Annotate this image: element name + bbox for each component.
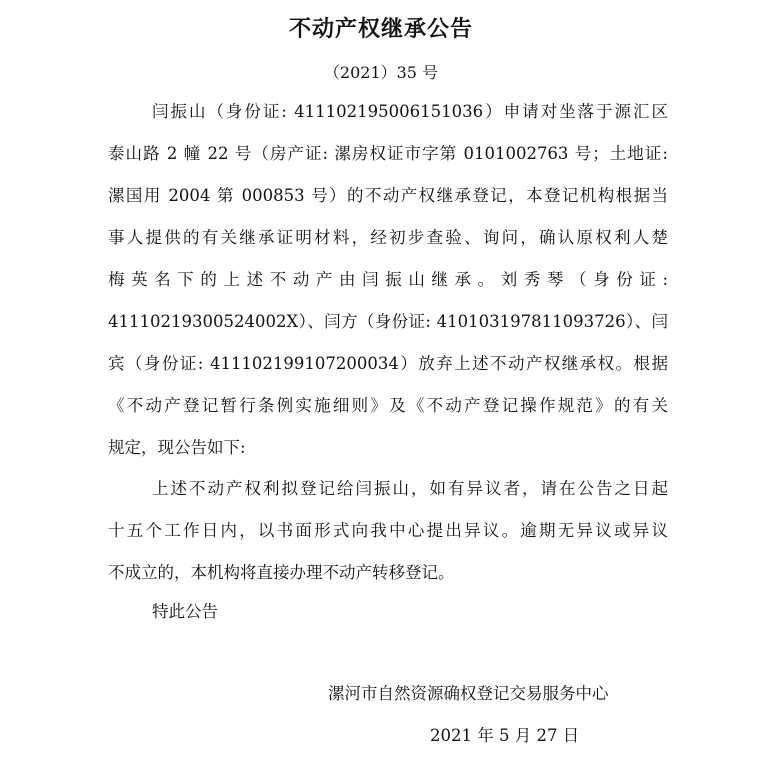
body-line: 闫振山（身份证: 411102195006151036）申请对坐落于源汇区 — [152, 102, 668, 121]
document-title: 不动产权继承公告 — [288, 17, 473, 42]
body-line: 《不动产登记暂行条例实施细则》及《不动产登记操作规范》的有关 — [108, 396, 668, 415]
announcement-line: 十五个工作日内，以书面形式向我中心提出异议。逾期无异议或异议 — [108, 521, 668, 540]
body-line: 泰山路 2 幢 22 号（房产证: 漯房权证市字第 0101002763 号；土地证: — [108, 144, 668, 163]
body-line: 41110219300524002X）、闫方（身份证: 410103197811093726）、闫 — [108, 312, 668, 331]
body-line: 事人提供的有关继承证明材料，经初步查验、询问，确认原权利人楚 — [108, 228, 668, 247]
closing-text: 特此公告 — [152, 602, 218, 621]
body-line: 梅英名下的上述不动产由闫振山继承。刘秀琴（身份证: — [108, 270, 668, 289]
document-number: （2021）35 号 — [323, 63, 439, 82]
body-line: 规定，现公告如下: — [108, 438, 246, 457]
body-line: 漯国用 2004 第 000853 号）的不动产权继承登记，本登记机构根据当 — [108, 186, 668, 205]
issuing-organization: 漯河市自然资源确权登记交易服务中心 — [328, 684, 609, 703]
announcement-line: 上述不动产权利拟登记给闫振山，如有异议者，请在公告之日起 — [152, 479, 668, 498]
announcement-line: 不成立的，本机构将直接办理不动产转移登记。 — [108, 563, 455, 582]
issue-date: 2021 年 5 月 27 日 — [430, 726, 580, 745]
body-line: 宾（身份证: 411102199107200034）放弃上述不动产权继承权。根据 — [108, 354, 668, 373]
